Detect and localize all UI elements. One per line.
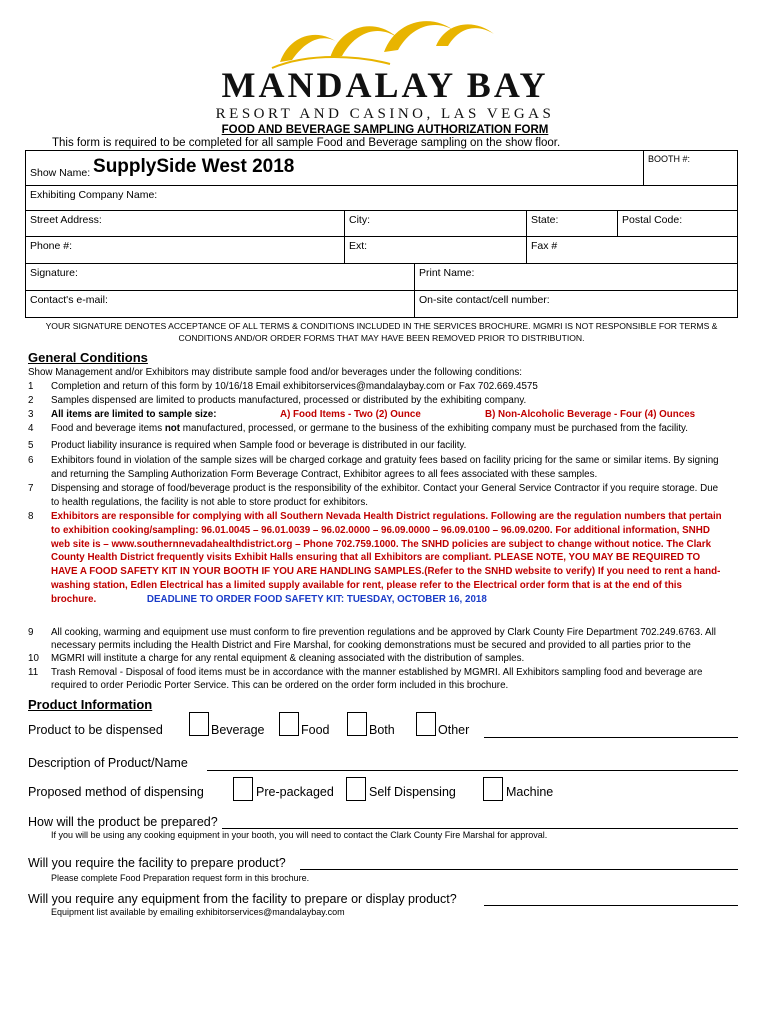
print-name-label: Print Name: <box>419 267 475 279</box>
beverage-option-label: Beverage <box>211 723 265 737</box>
street-field[interactable] <box>26 211 344 236</box>
condition-1: Completion and return of this form by 10/16/18 Email exhibitorservices@mandalaybay.com or Fax 702.669.4575 <box>51 381 538 392</box>
condition-7: Dispensing and storage of food/beverage product is the responsibility of the exhibitor. Contact your General Service Contractor if you require storage. Due to health regulations, the facility is not able to store product for exhibitors. <box>51 483 719 508</box>
show-name-row <box>26 151 737 185</box>
contact-info-grid <box>25 150 738 318</box>
food-option-label: Food <box>301 723 330 737</box>
beverage-sample-limit: B) Non-Alcoholic Beverage - Four (4) Ounces <box>485 409 696 420</box>
condition-number: 2 <box>28 395 34 406</box>
show-name-field[interactable] <box>26 151 643 185</box>
signature-label: Signature: <box>30 267 78 279</box>
onsite-label: On-site contact/cell number: <box>419 294 550 306</box>
machine-checkbox[interactable] <box>483 777 503 801</box>
food-checkbox[interactable] <box>279 712 299 736</box>
other-specify-line[interactable] <box>484 737 738 738</box>
equipment-note: Equipment list available by emailing exhibitorservices@mandalaybay.com <box>51 907 345 917</box>
prepackaged-option-label: Pre-packaged <box>256 785 334 799</box>
condition-4-a: Food and beverage items <box>51 423 165 434</box>
food-sample-limit: A) Food Items - Two (2) Ounce <box>280 409 421 420</box>
phone-label: Phone #: <box>30 240 73 252</box>
show-name-label: Show Name: <box>30 167 91 179</box>
general-conditions-heading: General Conditions <box>28 350 148 365</box>
condition-4-c: manufactured, processed, or germane to the business of the exhibiting company must be purchased from the facility. <box>180 423 688 434</box>
condition-number: 8 <box>28 511 34 522</box>
address-row <box>26 210 737 236</box>
email-row <box>26 290 737 317</box>
condition-number: 7 <box>28 483 34 494</box>
condition-number: 5 <box>28 440 34 451</box>
dispensing-method-label: Proposed method of dispensing <box>28 785 204 799</box>
fax-field[interactable] <box>526 237 737 263</box>
product-description-label: Description of Product/Name <box>28 756 188 770</box>
booth-field[interactable] <box>643 151 737 185</box>
booth-label: BOOTH #: <box>648 154 691 164</box>
facility-prepare-note: Please complete Food Preparation request form in this brochure. <box>51 873 310 883</box>
condition-8 <box>51 510 727 607</box>
state-label: State: <box>531 214 559 226</box>
brand-name: MANDALAY BAY <box>221 65 549 105</box>
condition-4 <box>51 422 727 436</box>
email-field[interactable] <box>26 291 414 317</box>
condition-5: Product liability insurance is required when Sample food or beverage is distributed in our facility. <box>51 440 467 451</box>
form-subtitle: This form is required to be completed for all sample Food and Beverage sampling on the show floor. <box>52 137 561 149</box>
company-field[interactable] <box>26 186 737 210</box>
condition-2: Samples dispensed are limited to products manufactured, processed or distributed by the exhibiting company. <box>51 395 527 406</box>
self-dispensing-option-label: Self Dispensing <box>369 785 456 799</box>
preparation-question: How will the product be prepared? <box>28 815 218 829</box>
postal-label: Postal Code: <box>622 214 683 226</box>
hand-washing-note: (Refer to the SNHD website to verify) If you need to rent a hand-washing station, Edlen Electrical has a limited supply available for rent, please refer to the Electrical order form that is at the end of this brochure. <box>51 566 721 605</box>
condition-number: 6 <box>28 455 34 466</box>
condition-number: 11 <box>28 667 39 678</box>
phone-field[interactable] <box>26 237 344 263</box>
condition-4-not: not <box>164 423 181 434</box>
onsite-field[interactable] <box>414 291 737 317</box>
equipment-answer-line[interactable] <box>484 905 738 906</box>
both-option-label: Both <box>369 723 395 737</box>
company-label: Exhibiting Company Name: <box>30 189 158 201</box>
company-row <box>26 185 737 210</box>
condition-number: 9 <box>28 627 34 638</box>
condition-3-lead: All items are limited to sample size: <box>51 409 217 420</box>
snhd-regulations-text: Exhibitors are responsible for complying with all Southern Nevada Health District regulations. Following are the regulation numbers that pertain to exhibition cooking/sampling: 96.01.0045 – 96.01.0039 – 96.02.0000 – 96.09.0000 – 96.09.0100 – 96.09.0200. For additional information, SNHD web site is – www.southernnevadahealthdistrict.org – Phone 702.759.1000. The SNHD policies are subject to change without notice. The Clark County Health District frequently visits Exhibit Halls ensuring that all Exhibitors are compliant. <box>51 511 722 564</box>
fax-label: Fax # <box>531 240 558 252</box>
facility-prepare-question: Will you require the facility to prepare product? <box>28 856 286 870</box>
postal-field[interactable] <box>617 211 737 236</box>
preparation-note: If you will be using any cooking equipment in your booth, you will need to contact the Clark County Fire Marshal for approval. <box>51 830 548 840</box>
condition-3 <box>51 408 727 422</box>
both-checkbox[interactable] <box>347 712 367 736</box>
prepackaged-checkbox[interactable] <box>233 777 253 801</box>
equipment-question: Will you require any equipment from the facility to prepare or display product? <box>28 892 457 906</box>
condition-10: MGMRI will institute a charge for any rental equipment & cleaning associated with the distribution of samples. <box>51 653 525 664</box>
other-checkbox[interactable] <box>416 712 436 736</box>
email-label: Contact's e-mail: <box>30 294 108 306</box>
ext-field[interactable] <box>344 237 526 263</box>
machine-option-label: Machine <box>506 785 554 799</box>
product-dispensed-label: Product to be dispensed <box>28 723 163 737</box>
facility-prepare-answer-line[interactable] <box>300 869 738 870</box>
print-name-field[interactable] <box>414 264 737 290</box>
signature-field[interactable] <box>26 264 414 290</box>
product-info-heading: Product Information <box>28 697 153 712</box>
street-label: Street Address: <box>30 214 102 226</box>
conditions-intro: Show Management and/or Exhibitors may distribute sample food and/or beverages under the following conditions: <box>28 367 522 378</box>
condition-9: All cooking, warming and equipment use must conform to fire prevention regulations and be approved by Clark County Fire Department 702.249.6763. All necessary permits including the Health District and Fire Marshal, for cooking demonstrations must be secured and provided to all parties prior to the <box>51 627 716 651</box>
food-safety-deadline: DEADLINE TO ORDER FOOD SAFETY KIT: TUESDAY, OCTOBER 16, 2018 <box>146 593 487 605</box>
signature-row <box>26 263 737 290</box>
ext-label: Ext: <box>349 240 368 252</box>
show-name-value: SupplySide West 2018 <box>93 156 295 177</box>
state-field[interactable] <box>526 211 617 236</box>
condition-number: 4 <box>28 423 34 434</box>
condition-number: 3 <box>28 409 34 420</box>
condition-number: 10 <box>28 653 39 664</box>
signature-notice: YOUR SIGNATURE DENOTES ACCEPTANCE OF ALL TERMS & CONDITIONS INCLUDED IN THE SERVICES BROCHURE. MGMRI IS NOT RESPONSIBLE FOR TERMS & CONDITIONS AND/OR ORDER FORMS THAT MAY HAVE BEEN REMOVED PRIOR TO DISTRIBUTION. <box>45 321 718 343</box>
brand-subtitle: RESORT AND CASINO, LAS VEGAS <box>215 106 555 122</box>
food-safety-kit-note: PLEASE NOTE, YOU MAY BE REQUIRED TO HAVE A FOOD SAFETY KIT IN YOUR BOOTH IF YOU ARE HANDLING SAMPLES. <box>51 552 701 578</box>
beverage-checkbox[interactable] <box>189 712 209 736</box>
condition-number: 1 <box>28 381 34 392</box>
self-dispensing-checkbox[interactable] <box>346 777 366 801</box>
phone-row <box>26 236 737 263</box>
condition-11: Trash Removal - Disposal of food items must be in accordance with the manner established by MGMRI. All Exhibitors sampling food and beverage are required to order Periodic Porter Service. This can be ordered on the order form included in this brochure. <box>51 667 703 691</box>
preparation-answer-line[interactable] <box>222 828 738 829</box>
city-label: City: <box>349 214 370 226</box>
other-option-label: Other <box>438 723 470 737</box>
city-field[interactable] <box>344 211 526 236</box>
form-title: FOOD AND BEVERAGE SAMPLING AUTHORIZATION FORM <box>221 124 549 136</box>
product-description-line[interactable] <box>207 770 738 771</box>
condition-6: Exhibitors found in violation of the sample sizes will be charged corkage and gratuity fees based on facility pricing for the same or similar items. By signing and returning the Sampling Authorization Form Beverage Contract, Exhibitor agrees to all fees associated with these samples. <box>51 455 719 480</box>
